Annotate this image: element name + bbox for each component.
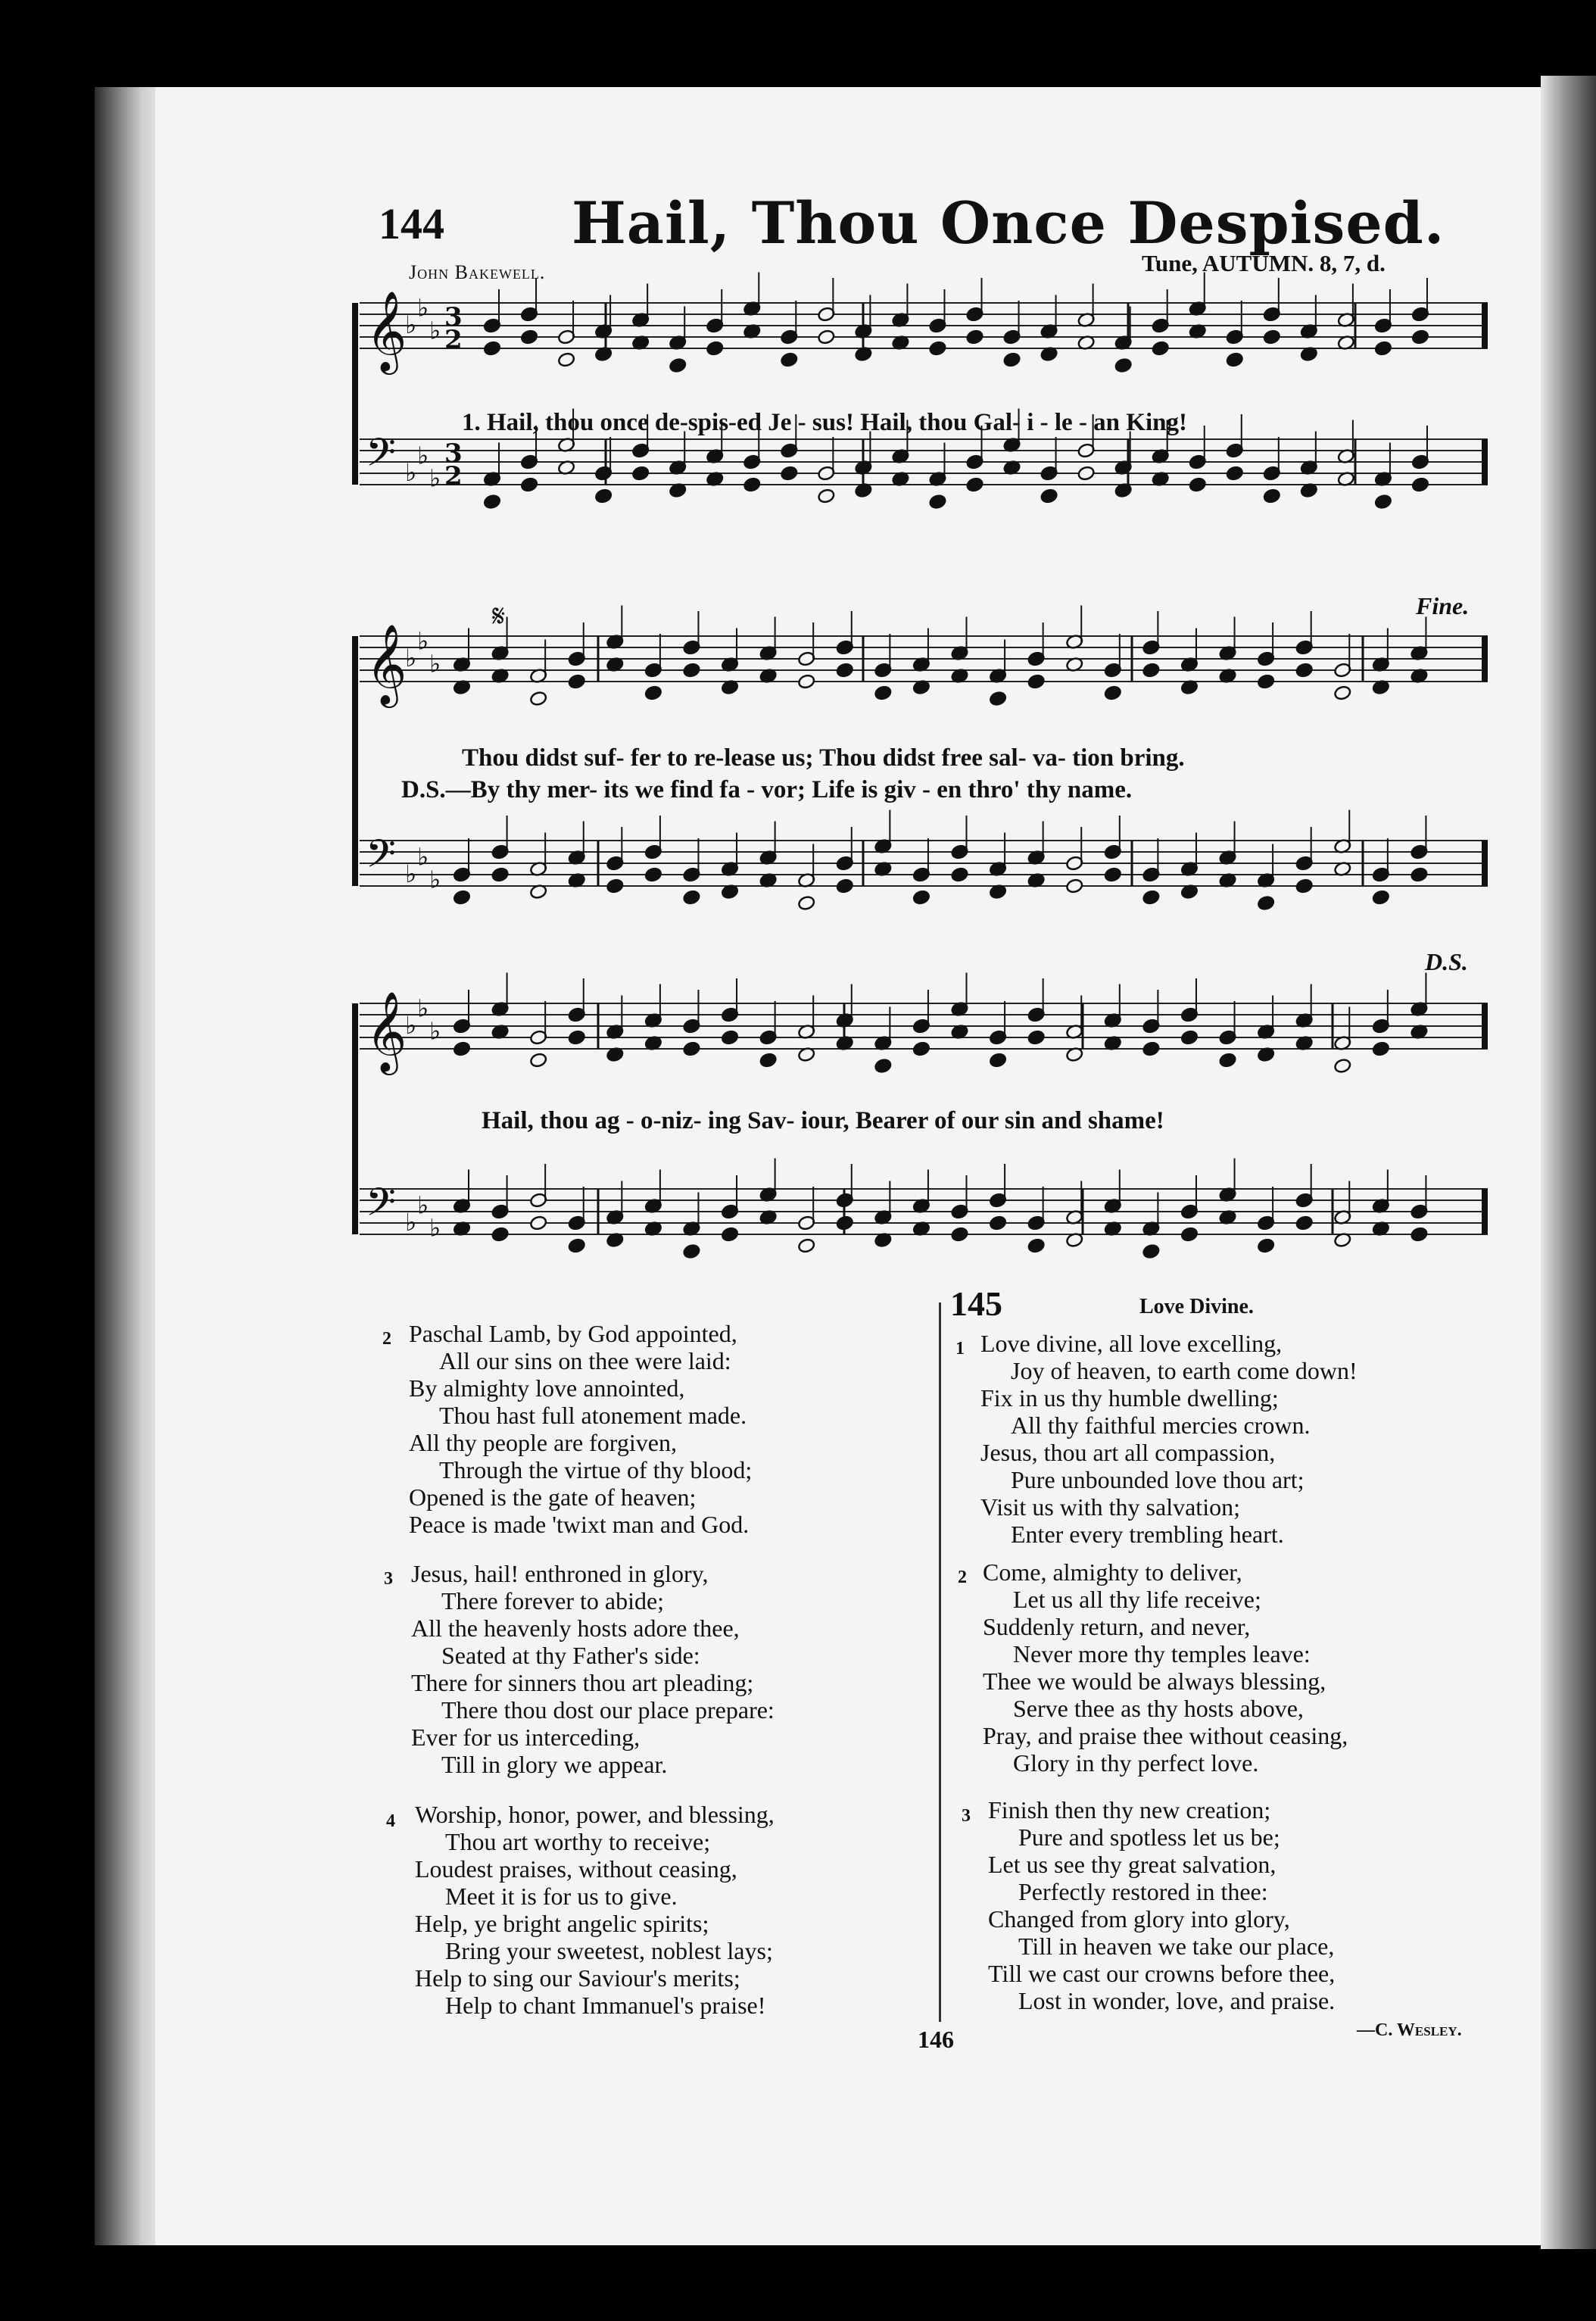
note-head [1180,1030,1199,1046]
note-head [529,1053,547,1068]
stanza-line: Suddenly return, and never, [983,1613,1251,1640]
stanza-line: Till we cast our crowns before thee, [988,1960,1336,1987]
stanza-line: All our sins on thee were laid: [439,1347,731,1374]
note-head [483,341,501,357]
stanza-line: Seated at thy Father's side: [441,1642,700,1669]
note-head [874,1058,892,1074]
note-head [797,895,815,911]
stanza-line: Help to sing our Saviour's merits; [415,1964,740,1992]
note-head [928,341,946,357]
stanza-line: Jesus, thou art all compassion, [980,1439,1276,1466]
stanza-line: Opened is the gate of heaven; [409,1483,697,1511]
note-head [1263,329,1281,345]
note-head [568,674,586,690]
note-head [568,1238,586,1254]
stanza-line: Peace is made 'twixt man and God. [409,1511,750,1538]
final-bar-line [1482,841,1488,886]
note-head [631,466,650,482]
note-head [453,1041,471,1057]
note-head [1374,341,1392,357]
stanza-3 [411,1560,775,1778]
stanza-line: Thee we would be always blessing, [983,1667,1326,1695]
verse-number: 3 [962,1806,971,1826]
verse-number: 2 [382,1329,391,1349]
note-head [1257,674,1275,690]
note-head [912,1041,930,1057]
flat-sign: ♭ [417,1190,429,1220]
stanza-line: Serve thee as thy hosts above, [1013,1695,1304,1722]
note-head [1027,1238,1046,1254]
note-head [1189,477,1207,493]
stanza-line: Never more thy temples leave: [1013,1640,1311,1667]
ds-label: D.S. [1425,948,1468,975]
note-head [743,477,761,493]
flat-sign: ♭ [429,1213,441,1243]
note-head [682,1041,700,1057]
note-head [644,685,662,701]
note-head [520,477,538,493]
lyric-line-2: Thou didst suf- fer to re-lease us; Thou didst free sal- va- tion bring. [462,744,1185,772]
note-head [1374,494,1392,510]
note-head [1295,878,1314,894]
fine-label: Fine. [1416,592,1470,619]
hymn-number: 144 [379,199,444,248]
note-head [1257,895,1275,911]
system-bracket [352,1003,358,1234]
flat-sign: ♭ [417,626,429,656]
stanza-line: Glory in thy perfect love. [1013,1749,1259,1777]
stanza-line: Help to chant Immanuel's praise! [445,1992,766,2019]
note-head [682,890,700,906]
stanza-145-3 [988,1796,1335,2014]
note-head [491,1227,510,1243]
note-head [1257,1238,1275,1254]
system-bracket [352,636,358,886]
note-head [1410,867,1428,883]
note-head [606,878,624,894]
page-number: 146 [918,2026,954,2053]
stanza-line: Come, almighty to deliver, [983,1558,1242,1586]
flat-sign: ♭ [405,859,417,888]
note-head [1372,890,1390,906]
flat-sign: ♭ [405,1208,417,1237]
stanza-line: Let us see thy great salvation, [988,1851,1276,1878]
time-signature-bottom: 2 [444,325,463,355]
treble-clef-icon: 𝄞 [366,623,407,704]
note-head [1027,1030,1046,1046]
note-head [1295,663,1314,679]
note-head [529,1215,547,1231]
note-head [594,488,613,504]
treble-clef-icon: 𝄞 [366,290,407,371]
stanza-line: Through the virtue of thy blood; [439,1456,753,1483]
stanza-line: Ever for us interceding, [411,1724,641,1751]
stanza-line: Loudest praises, without ceasing, [415,1855,737,1883]
note-head [1152,341,1170,357]
bass-clef-icon: 𝄢 [366,1179,396,1234]
final-bar-line [1482,439,1488,485]
final-bar-line [1482,1189,1488,1234]
note-head [817,329,835,345]
final-bar-line [1482,636,1488,682]
final-bar-line [1482,303,1488,348]
stanza-145-1 [980,1330,1358,1548]
note-head [1295,1215,1314,1231]
hymn-author: John Bakewell. [409,261,546,283]
note-head [644,867,662,883]
note-head [1411,329,1429,345]
stanza-line: Help, ye bright angelic spirits; [415,1910,709,1937]
flat-sign: ♭ [429,316,441,345]
note-head [682,663,700,679]
stanza-line: Till in glory we appear. [441,1751,668,1778]
stanza-line: Pure and spotless let us be; [1018,1823,1280,1851]
note-head [491,867,510,883]
stanza-line: Visit us with thy salvation; [980,1493,1240,1521]
note-head [1065,878,1083,894]
note-head [1263,488,1281,504]
stanza-line: Thou hast full atonement made. [439,1402,747,1429]
note-head [1142,1243,1160,1259]
note-head [1142,890,1160,906]
stanza-2 [409,1320,752,1538]
lyric-line-4: Hail, thou ag - o-niz- ing Sav- iour, Bearer of our sin and shame! [482,1107,1164,1134]
flat-sign: ♭ [417,842,429,872]
note-head [1226,352,1244,368]
stanza-line: Jesus, hail! enthroned in glory, [411,1560,709,1587]
segno-sign: 𝄋 [492,599,506,633]
note-head [520,329,538,345]
stanza-4 [415,1801,775,2019]
verse-number: 1 [955,1339,965,1359]
verse-number: 3 [384,1569,393,1589]
stanza-line: All thy faithful mercies crown. [1011,1412,1311,1439]
stanza-line: Pray, and praise thee without ceasing, [983,1722,1348,1749]
flat-sign: ♭ [405,1011,417,1040]
note-head [1040,488,1058,504]
note-head [529,691,547,707]
flat-sign: ♭ [429,649,441,679]
time-signature-top: 3 [444,302,463,332]
flat-sign: ♭ [405,458,417,487]
flat-sign: ♭ [417,293,429,323]
note-head [928,494,946,510]
note-head [780,352,798,368]
stanza-line: Joy of heaven, to earth come down! [1011,1357,1358,1384]
stanza-line: Thou art worthy to receive; [445,1828,711,1855]
verse-number: 4 [386,1811,395,1831]
stanza-line: Fix in us thy humble dwelling; [980,1384,1279,1412]
final-bar-line [1482,1003,1488,1049]
stanza-145-2 [983,1558,1348,1777]
note-head [1104,867,1122,883]
note-head [721,1227,739,1243]
note-head [951,867,969,883]
note-head [797,1238,815,1254]
lyric-line-3-ds: D.S.—By thy mer- its we find fa - vor; Life is giv - en thro' thy name. [401,776,1133,803]
stanza-line: Pure unbounded love thou art; [1011,1466,1305,1493]
system-bracket [352,303,358,485]
note-head [797,674,815,690]
stanza-line: There forever to abide; [441,1587,665,1614]
note-head [836,878,854,894]
hymn-145-title: Love Divine. [1139,1295,1254,1318]
note-head [780,466,798,482]
note-head [989,1053,1007,1068]
flat-sign: ♭ [405,644,417,672]
stanza-line: Bring your sweetest, noblest lays; [445,1937,773,1964]
note-head [966,477,984,493]
note-head [951,1227,969,1243]
bass-clef-icon: 𝄢 [366,831,396,886]
note-head [721,1030,739,1046]
flat-sign: ♭ [417,994,429,1023]
hymn-title: Hail, Thou Once Despised. [572,189,1445,257]
column-divider [939,1302,941,2022]
note-head [669,357,687,373]
note-head [1142,1041,1160,1057]
note-head [1114,357,1133,373]
note-head [836,663,854,679]
stanza-line: There thou dost our place prepare: [441,1696,775,1724]
hymn-145-number: 145 [950,1284,1002,1323]
note-head [1077,466,1096,482]
stanza-line: Paschal Lamb, by God appointed, [409,1320,737,1347]
note-head [1226,466,1244,482]
treble-clef-icon: 𝄞 [366,990,407,1072]
flat-sign: ♭ [429,865,441,894]
note-head [483,494,501,510]
stanza-line: All the heavenly hosts adore thee, [411,1614,740,1642]
note-head [453,890,471,906]
stanza-line: Till in heaven we take our place, [1018,1933,1335,1960]
tune-label: Tune, AUTUMN. 8, 7, d. [1142,250,1386,276]
flat-sign: ♭ [417,441,429,470]
stanza-line: Love divine, all love excelling, [980,1330,1283,1357]
stanza-line: Meet it is for us to give. [445,1883,678,1910]
note-head [557,352,575,368]
note-head [989,1215,1007,1231]
bass-clef-icon: 𝄢 [366,429,396,485]
author-credit: —C. Wesley. [1357,2020,1462,2040]
note-head [1333,1058,1351,1074]
note-head [1142,663,1160,679]
note-head [966,329,984,345]
note-head [1027,674,1046,690]
note-head [1003,352,1021,368]
note-head [836,1215,854,1231]
note-head [874,685,892,701]
note-head [1410,1227,1428,1243]
note-head [759,1053,778,1068]
note-head [1219,1053,1237,1068]
verse-number: 2 [958,1568,967,1587]
lyric-line-1: 1. Hail, thou once de-spis-ed Je - sus! Hail, thou Gal- i - le - an King! [462,409,1187,436]
note-head [568,1030,586,1046]
note-head [1333,685,1351,701]
flat-sign: ♭ [429,1016,441,1046]
note-head [682,1243,700,1259]
note-head [706,341,724,357]
stanza-line: Perfectly restored in thee: [1018,1878,1268,1905]
stanza-line: Changed from glory into glory, [988,1905,1290,1933]
stanza-line: All thy people are forgiven, [409,1429,677,1456]
flat-sign: ♭ [429,463,441,493]
stanza-line: There for sinners thou art pleading; [411,1669,754,1696]
stanza-line: Let us all thy life receive; [1013,1586,1261,1613]
time-signature-bottom: 2 [444,461,463,491]
note-head [912,890,930,906]
note-head [989,691,1007,707]
note-head [1411,477,1429,493]
note-head [1104,685,1122,701]
note-head [817,488,835,504]
flat-sign: ♭ [405,310,417,339]
time-signature-top: 3 [444,438,463,469]
stanza-line: Lost in wonder, love, and praise. [1018,1987,1336,2014]
note-head [1372,1041,1390,1057]
stanza-line: By almighty love annointed, [409,1374,685,1402]
note-head [1180,1227,1199,1243]
stanza-line: Finish then thy new creation; [988,1796,1271,1823]
stanza-line: Worship, honor, power, and blessing, [415,1801,775,1828]
stanza-line: Enter every trembling heart. [1011,1521,1284,1548]
